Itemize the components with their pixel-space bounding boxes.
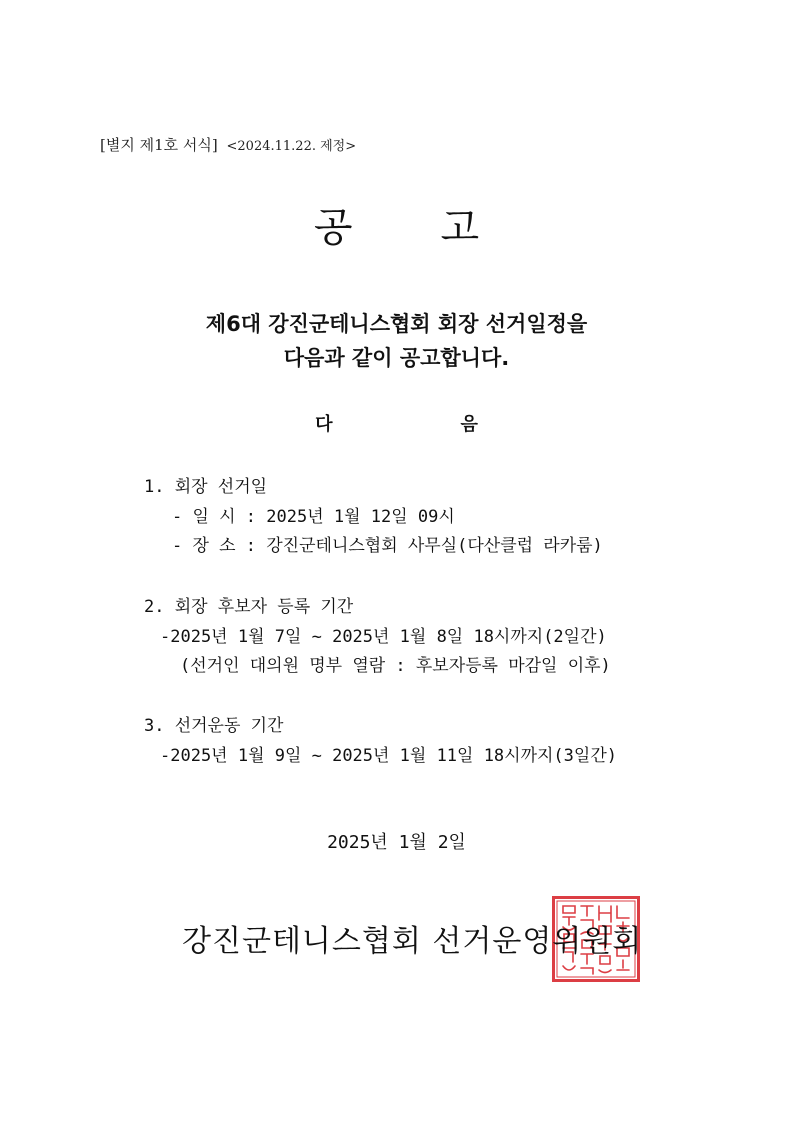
form-revision-date: <2024.11.22. 제정> [226, 139, 357, 154]
section-1-datetime: - 일 시 : 2025년 1월 12일 09시 [172, 507, 455, 527]
section-3-period: -2025년 1월 9일 ~ 2025년 1월 11일 18시까지(3일간) [160, 746, 617, 766]
organization-name: 강진군테니스협회 선거운영위원회 [182, 924, 643, 959]
section-3-heading: 3. 선거운동 기간 [144, 716, 284, 736]
intro-line-2: 다음과 같이 공고합니다. [283, 346, 510, 370]
section-2-heading: 2. 회장 후보자 등록 기간 [144, 597, 354, 617]
section-1-heading: 1. 회장 선거일 [144, 477, 268, 497]
daeum-heading [0, 410, 793, 436]
form-number-note [100, 134, 356, 155]
section-2-period: -2025년 1월 7일 ~ 2025년 1월 8일 18시까지(2일간) [160, 627, 607, 647]
notice-title [0, 196, 793, 253]
section-2-note: (선거인 대의원 명부 열람 : 후보자등록 마감일 이후) [180, 656, 611, 676]
notice-date: 2025년 1월 2일 [327, 832, 466, 853]
title-char-1: 공 [313, 205, 353, 251]
form-label: [별지 제1호 서식] [100, 136, 218, 154]
intro-line-1: 제6대 강진군테니스협회 회장 선거일정을 [205, 312, 588, 336]
daeum-char-2: 음 [460, 414, 478, 435]
daeum-char-1: 다 [315, 414, 333, 435]
title-char-2: 고 [440, 205, 480, 251]
section-1-location: - 장 소 : 강진군테니스협회 사무실(다산클럽 라카룸) [172, 536, 603, 556]
official-seal-stamp [552, 896, 640, 982]
